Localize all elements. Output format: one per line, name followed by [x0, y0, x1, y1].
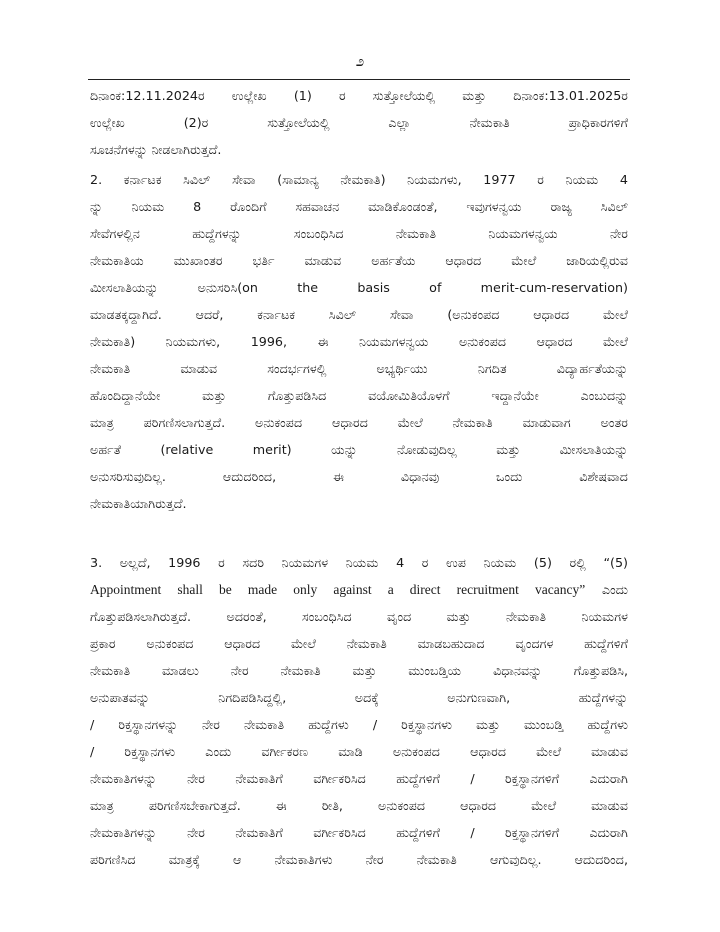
- text-line: 2. ಕರ್ನಾಟಕ ಸಿವಿಲ್ ಸೇವಾ (ಸಾಮಾನ್ಯ ನೇಮಕಾತಿ) ನಿಯಮಗಳು, 1977 ರ ನಿಯಮ 4: [90, 172, 628, 187]
- page-number: ೨: [355, 52, 365, 70]
- text-line: ನೇಮಕಾತಿ) ನಿಯಮಗಳು, 1996, ಈ ನಿಯಮಗಳನ್ವಯ ಅನುಕಂಪದ ಆಧಾರದ ಮೇಲೆ: [90, 334, 628, 349]
- text-line: ಮೀಸಲಾತಿಯನ್ನು ಅನುಸರಿಸಿ(on the basis of merit-cum-reservation): [90, 280, 628, 295]
- paragraph-2: [90, 166, 628, 517]
- text-line: ನೇಮಕಾತಿಯ ಮುಖಾಂತರ ಭರ್ತಿ ಮಾಡುವ ಅರ್ಹತೆಯ ಆಧಾರದ ಮೇಲೆ ಜಾರಿಯಲ್ಲಿರುವ: [90, 253, 628, 268]
- text-line: ಸೂಚನೆಗಳನ್ನು ನೀಡಲಾಗಿರುತ್ತದೆ.: [90, 142, 222, 157]
- text-line: ಮಾತ್ರ ಪರಿಗಣಿಸಲಾಗುತ್ತದೆ. ಅನುಕಂಪದ ಆಧಾರದ ಮೇಲೆ ನೇಮಕಾತಿ ಮಾಡುವಾಗ ಅಂತರ: [90, 415, 628, 430]
- text-line: ಅನುಸರಿಸುವುದಿಲ್ಲ. ಆದುದರಿಂದ, ಈ ವಿಧಾನವು ಒಂದು ವಿಶೇಷವಾದ: [90, 469, 628, 484]
- text-line: ದಿನಾಂಕ:12.11.2024ರ ಉಲ್ಲೇಖ (1) ರ ಸುತ್ತೋಲೆಯಲ್ಲಿ ಮತ್ತು ದಿನಾಂಕ:13.01.2025ರ: [90, 88, 628, 103]
- paragraph-3: [90, 549, 628, 873]
- text-line: ಪರಿಗಣಿಸಿದ ಮಾತ್ರಕ್ಕೆ ಆ ನೇಮಕಾತಿಗಳು ನೇರ ನೇಮಕಾತಿ ಆಗುವುದಿಲ್ಲ. ಆದುದರಿಂದ,: [90, 852, 628, 867]
- text-line: ಸೇವೆಗಳಲ್ಲಿನ ಹುದ್ದೆಗಳನ್ನು ಸಂಬಂಧಿಸಿದ ನೇಮಕಾತಿ ನಿಯಮಗಳನ್ವಯ ನೇರ: [90, 226, 628, 241]
- text-line: ಗೊತ್ತುಪಡಿಸಲಾಗಿರುತ್ತದೆ. ಅದರಂತೆ, ಸಂಬಂಧಿಸಿದ ವೃಂದ ಮತ್ತು ನೇಮಕಾತಿ ನಿಯಮಗಳ: [90, 609, 628, 624]
- text-line: ಮಾಡತಕ್ಕದ್ದಾಗಿದೆ. ಆದರೆ, ಕರ್ನಾಟಕ ಸಿವಿಲ್ ಸೇವಾ (ಅನುಕಂಪದ ಆಧಾರದ ಮೇಲೆ: [90, 307, 628, 322]
- text-line: ಪ್ರಕಾರ ಅನುಕಂಪದ ಆಧಾರದ ಮೇಲೆ ನೇಮಕಾತಿ ಮಾಡಬಹುದಾದ ವೃಂದಗಳ ಹುದ್ದೆಗಳಿಗೆ: [90, 636, 628, 651]
- text-line: ನೇಮಕಾತಿಯಾಗಿರುತ್ತದೆ.: [90, 496, 187, 511]
- text-line: ಹೊಂದಿದ್ದಾನೆಯೇ ಮತ್ತು ಗೊತ್ತುಪಡಿಸಿದ ವಯೋಮಿತಿಯೊಳಗೆ ಇದ್ದಾನೆಯೇ ಎಂಬುದನ್ನು: [90, 388, 628, 403]
- text-line: ಅನುಪಾತವನ್ನು ನಿಗದಿಪಡಿಸಿದ್ದಲ್ಲಿ, ಅದಕ್ಕೆ ಅನುಗುಣವಾಗಿ, ಹುದ್ದೆಗಳನ್ನು: [90, 690, 628, 705]
- text-line: ಉಲ್ಲೇಖ (2)ರ ಸುತ್ತೋಲೆಯಲ್ಲಿ ಎಲ್ಲಾ ನೇಮಕಾತಿ ಪ್ರಾಧಿಕಾರಗಳಿಗೆ: [90, 115, 628, 130]
- text-line: ನೇಮಕಾತಿ ಮಾಡುವ ಸಂದರ್ಭಗಳಲ್ಲಿ ಅಭ್ಯರ್ಥಿಯು ನಿಗದಿತ ವಿದ್ಯಾರ್ಹತೆಯನ್ನು: [90, 361, 628, 376]
- text-line-mixed: [90, 576, 628, 603]
- intro-paragraph: [90, 82, 628, 163]
- text-fragment: ಎಂದು: [585, 582, 628, 597]
- header-rule: [88, 79, 630, 80]
- text-line: 3. ಅಲ್ಲದೆ, 1996 ರ ಸದರಿ ನಿಯಮಗಳ ನಿಯಮ 4 ರ ಉಪ ನಿಯಮ (5) ರಲ್ಲಿ “(5): [90, 555, 628, 570]
- text-line: / ರಿಕ್ತಸ್ಥಾನಗಳನ್ನು ನೇರ ನೇಮಕಾತಿ ಹುದ್ದೆಗಳು / ರಿಕ್ತಸ್ಥಾನಗಳು ಮತ್ತು ಮುಂಬಡ್ತಿ ಹುದ್ದೆಗಳು: [90, 717, 628, 732]
- text-line: ಮಾತ್ರ ಪರಿಗಣಿಸಬೇಕಾಗುತ್ತದೆ. ಈ ರೀತಿ, ಅನುಕಂಪದ ಆಧಾರದ ಮೇಲೆ ಮಾಡುವ: [90, 798, 628, 813]
- text-line: ನೇಮಕಾತಿಗಳನ್ನು ನೇರ ನೇಮಕಾತಿಗೆ ವರ್ಗೀಕರಿಸಿದ ಹುದ್ದೆಗಳಿಗೆ / ರಿಕ್ತಸ್ಥಾನಗಳಿಗೆ ಎದುರಾಗಿ: [90, 825, 628, 840]
- quoted-rule-text: Appointment shall be made only against a direct recruitment vacancy”: [90, 582, 586, 597]
- text-line: ನೇಮಕಾತಿ ಮಾಡಲು ನೇರ ನೇಮಕಾತಿ ಮತ್ತು ಮುಂಬಡ್ತಿಯ ವಿಧಾನವನ್ನು ಗೊತ್ತುಪಡಿಸಿ,: [90, 663, 628, 678]
- text-line: ನೇಮಕಾತಿಗಳನ್ನು ನೇರ ನೇಮಕಾತಿಗೆ ವರ್ಗೀಕರಿಸಿದ ಹುದ್ದೆಗಳಿಗೆ / ರಿಕ್ತಸ್ಥಾನಗಳಿಗೆ ಎದುರಾಗಿ: [90, 771, 628, 786]
- text-line: ಅರ್ಹತೆ (relative merit) ಯನ್ನು ನೋಡುವುದಿಲ್ಲ ಮತ್ತು ಮೀಸಲಾತಿಯನ್ನು: [90, 442, 628, 457]
- text-line: / ರಿಕ್ತಸ್ಥಾನಗಳು ಎಂದು ವರ್ಗೀಕರಣ ಮಾಡಿ ಅನುಕಂಪದ ಆಧಾರದ ಮೇಲೆ ಮಾಡುವ: [90, 744, 628, 759]
- text-line: ನ್ನು ನಿಯಮ 8 ರೊಂದಿಗೆ ಸಹವಾಚನ ಮಾಡಿಕೊಂಡಂತೆ, ಇವುಗಳನ್ವಯ ರಾಜ್ಯ ಸಿವಿಲ್: [90, 199, 628, 214]
